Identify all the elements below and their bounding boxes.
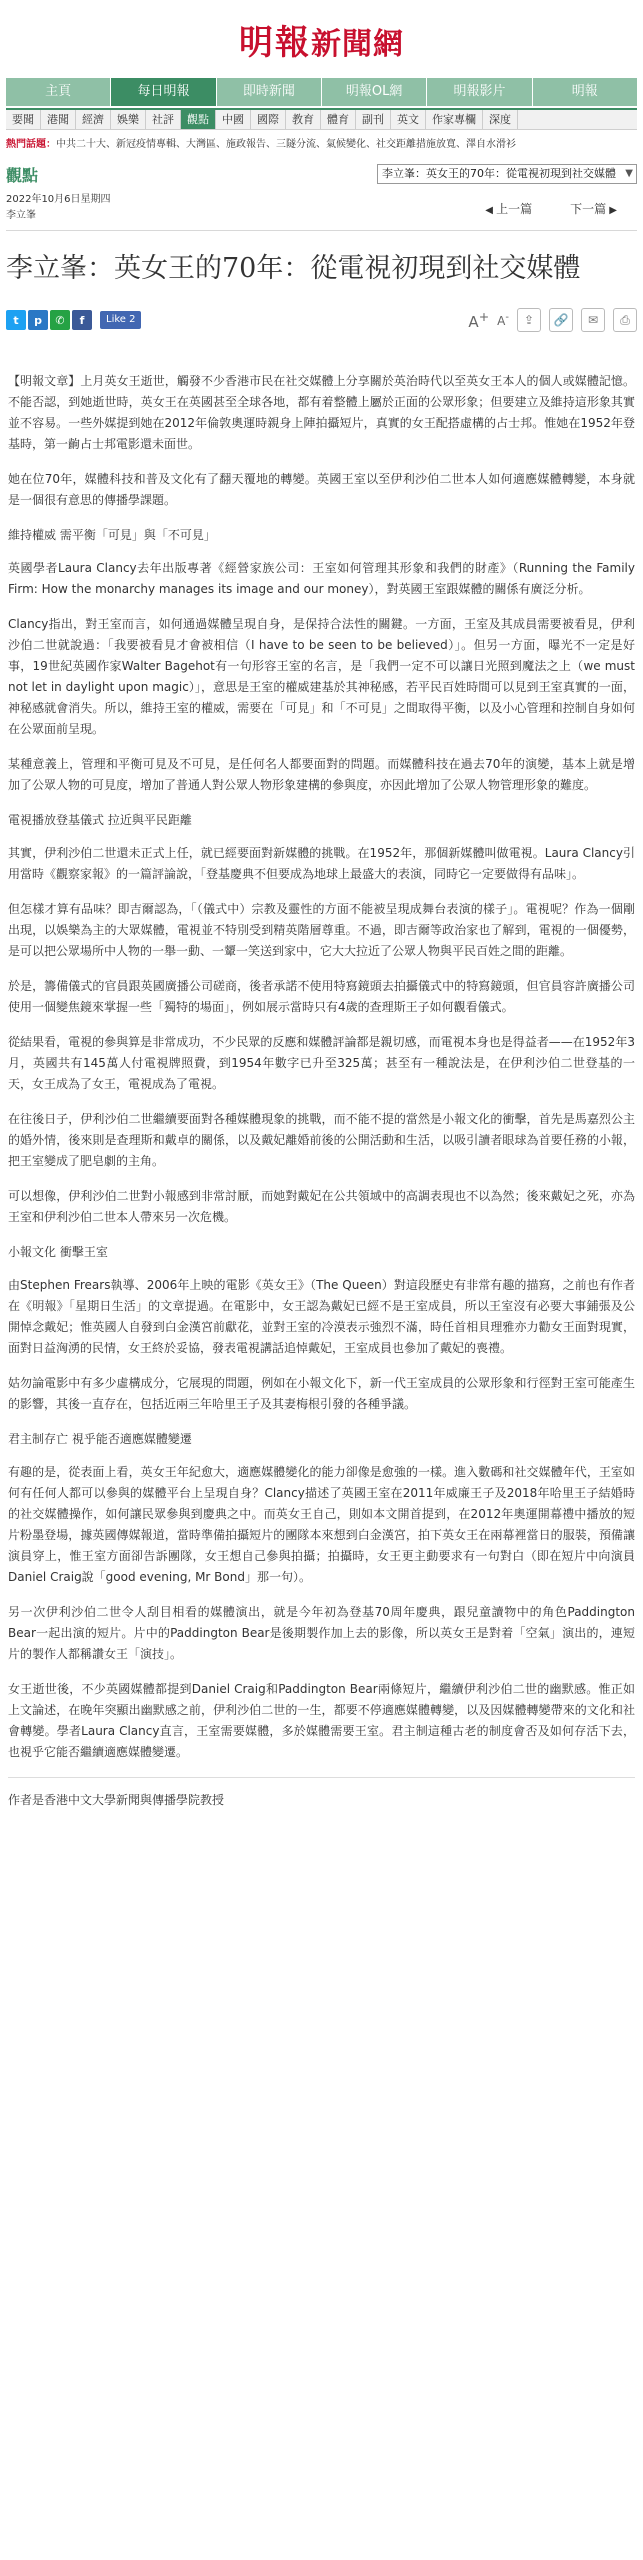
article-paragraph: 【明報文章】上月英女王逝世，觸發不少香港市民在社交媒體上分享關於英治時代以至英女王本人的個人或媒體記憶。不能否認，到她逝世時，英女王在英國甚至全球各地，都有着整體上屬於正面的公眾形象；但要建立及維持這形象其實並不容易。一些外媒提到她在2012年倫敦奧運時親身上陣拍攝短片，真實的女王配搭虛構的占士邦。惟她在1952年登基時，第一齣占士邦電影還未面世。 <box>8 374 635 451</box>
share-icon[interactable]: ⇪ <box>517 308 541 332</box>
article-paragraph: 但怎樣才算有品味？即吉爾認為，「（儀式中）宗教及靈性的方面不能被呈現成舞台表演的樣子」。電視呢？作為一個剛出現，以娛樂為主的大眾媒體，電視並不特別受到精英階層尊重。不過，即吉爾等政治家也了解到，電視的一個優勢，是可以把公眾場所中人物的一舉一動、一顰一笑送到家中，它大大拉近了公眾人物與平民百姓之間的距離。 <box>8 902 635 958</box>
sub-nav-item[interactable]: 深度 <box>483 110 518 129</box>
next-article-link[interactable] <box>570 200 617 217</box>
article-paragraph: 從結果看，電視的參與算是非常成功，不少民眾的反應和媒體評論都是親切感，而電視本身也是得益者——在1952年3月，英國共有145萬人付電視牌照費，到1954年數字已升至325萬；甚至有一種說法是，在伊利沙伯二世登基的一天，女王成為了女王，電視成為了電視。 <box>8 1035 635 1091</box>
arrow-left-icon: ◀ <box>485 204 497 216</box>
chevron-down-icon: ▼ <box>625 168 633 179</box>
facebook-icon[interactable]: f <box>72 310 92 330</box>
divider <box>8 1777 635 1778</box>
sub-nav-item[interactable]: 要聞 <box>6 110 41 129</box>
link-icon[interactable]: 🔗 <box>549 308 573 332</box>
twitter-icon[interactable]: t <box>6 310 26 330</box>
main-nav-item[interactable]: 主頁 <box>6 78 111 106</box>
sub-nav-item[interactable]: 國際 <box>251 110 286 129</box>
prev-article-label: 上一篇 <box>496 201 533 216</box>
tool-row <box>6 309 637 331</box>
sub-nav-item[interactable]: 副刊 <box>356 110 391 129</box>
plurk-icon[interactable]: p <box>28 310 48 330</box>
article-subheading: 小報文化 衝擊王室 <box>8 1245 108 1259</box>
sub-nav-item[interactable]: 作家專欄 <box>426 110 483 129</box>
article-author: 李立峯 <box>6 210 36 221</box>
article-paragraph: 英國學者Laura Clancy去年出版專著《經營家族公司：王室如何管理其形象和我們的財產》（Running the Family Firm: How the monarchy manages its image and our money），對英國王室跟媒體的關係有廣泛分析。 <box>8 561 635 596</box>
article-paragraph: 某種意義上，管理和平衡可見及不可見，是任何名人都要面對的問題。而媒體科技在過去70年的演變，基本上就是增加了公眾人物的可見度，增加了普通人對公眾人物形象建構的參與度，亦因此增加了公眾人物管理形象的難度。 <box>8 757 635 792</box>
facebook-like-button[interactable]: Like 2 <box>100 311 141 329</box>
article-paragraph: 於是，籌備儀式的官員跟英國廣播公司磋商，後者承諾不使用特寫鏡頭去拍攝儀式中的特寫鏡頭，但官員容許廣播公司使用一個變焦鏡來掌握一些「獨特的場面」，例如展示當時只有4歲的查理斯王子如何觀看儀式。 <box>8 979 635 1014</box>
article-paragraph: 作者是香港中文大學新聞與傳播學院教授 <box>8 1793 225 1807</box>
article-paragraph: 另一次伊利沙伯二世令人刮目相看的媒體演出，就是今年初為登基70周年慶典，跟兒童讀物中的角色Paddington Bear一起出演的短片。片中的Paddington Bear是後期製作加上去的影像，所以英女王是對着「空氣」演出的，連短片的製作人都稱讚女王「演技」。 <box>8 1605 635 1661</box>
site-header <box>0 0 643 78</box>
article-date: 2022年10月6日星期四 <box>6 194 111 205</box>
article-pager <box>485 200 637 217</box>
article-paragraph: 姑勿論電影中有多少虛構成分，它展現的問題，例如在小報文化下，新一代王室成員的公眾形象和行徑對王室可能產生的影響，其後一直存在，包括近兩三年哈里王子及其妻梅根引發的各種爭議。 <box>8 1376 635 1411</box>
article-select[interactable] <box>377 164 637 184</box>
section-row <box>6 162 637 186</box>
next-article-label: 下一篇 <box>570 201 607 216</box>
article-body <box>8 371 635 1811</box>
site-logo[interactable] <box>239 15 404 64</box>
font-decrease-icon[interactable]: A- <box>497 312 509 328</box>
sub-nav-item[interactable]: 觀點 <box>181 110 216 129</box>
print-icon[interactable]: ⎙ <box>613 308 637 332</box>
sub-nav-item[interactable]: 中國 <box>216 110 251 129</box>
section-title[interactable]: 觀點 <box>6 165 39 185</box>
article-paragraph: 其實，伊利沙伯二世還未正式上任，就已經要面對新媒體的挑戰。在1952年，那個新媒體叫做電視。Laura Clancy引用當時《觀察家報》的一篇評論說，「登基慶典不但要成為地球上最盛大的表演，同時它一定要做得有品味」。 <box>8 846 635 881</box>
prev-article-link[interactable] <box>485 200 532 217</box>
font-increase-icon[interactable]: A+ <box>468 309 490 331</box>
share-buttons <box>6 310 141 330</box>
article-paragraph: 可以想像，伊利沙伯二世對小報感到非常討厭，而她對戴妃在公共領域中的高調表現也不以為然；後來戴妃之死，亦為王室和伊利沙伯二世本人帶來另一次危機。 <box>8 1189 635 1224</box>
title-area <box>6 230 637 289</box>
main-nav-item[interactable]: 明報 <box>571 84 598 99</box>
main-nav-item[interactable]: 明報OL網 <box>322 78 427 106</box>
article-tools <box>468 308 637 332</box>
article-paragraph: 她在位70年，媒體科技和普及文化有了翻天覆地的轉變。英國王室以至伊利沙伯二世本人如何適應媒體轉變，本身就是一個很有意思的傳播學課題。 <box>8 472 635 507</box>
meta-row <box>6 192 637 224</box>
logo-sub: 新聞網 <box>311 26 404 62</box>
hot-topics-bar <box>6 136 637 154</box>
sub-nav-item[interactable]: 港聞 <box>41 110 76 129</box>
logo-brand: 明報 <box>239 22 311 63</box>
sub-nav-item[interactable]: 經濟 <box>76 110 111 129</box>
hot-topics-links[interactable]: 中共二十大、新冠疫情專輯、大灣區、施政報告、三隧分流、氣候變化、社交距離措施放寬、澤自水滑衫 <box>56 139 516 150</box>
sub-nav-item[interactable]: 體育 <box>321 110 356 129</box>
main-nav-item[interactable]: 即時新聞 <box>217 78 322 106</box>
sub-nav-item[interactable]: 社評 <box>146 110 181 129</box>
main-nav-item[interactable]: 明報影片 <box>427 78 532 106</box>
hot-topics-label: 熱門話題： <box>6 139 56 150</box>
article-select-value: 李立峯：英女王的70年：從電視初現到社交媒體 <box>382 167 616 180</box>
sub-nav-item[interactable]: 教育 <box>286 110 321 129</box>
article-subheading: 君主制存亡 視乎能否適應媒體變遷 <box>8 1432 192 1446</box>
article-paragraph: 女王逝世後，不少英國媒體都提到Daniel Craig和Paddington Bear兩條短片，繼續伊利沙伯二世的幽默感。惟正如上文論述，在晚年突顯出幽默感之前，伊利沙伯二世的一生，都要不停適應媒體轉變，以及因媒體轉變帶來的文化和社會轉變。學者Laura Clancy直言，王室需要媒體，多於媒體需要王室。君主制這種古老的制度會否及如何存活下去，也視乎它能否繼續適應媒體變遷。 <box>8 1682 635 1759</box>
article-subheading: 維持權威 需平衡「可見」與「不可見」 <box>8 528 216 542</box>
article-paragraph: 在往後日子，伊利沙伯二世繼續要面對各種媒體現象的挑戰，而不能不提的當然是小報文化的衝擊，首先是馬嘉烈公主的婚外情，後來則是查理斯和戴卓的關係，以及戴妃離婚前後的公開活動和生活，以吸引讀者眼球為首要任務的小報，把王室變成了肥皂劇的主角。 <box>8 1112 635 1168</box>
article-subheading: 電視播放登基儀式 拉近與平民距離 <box>8 813 192 827</box>
sub-nav-item[interactable]: 英文 <box>391 110 426 129</box>
sub-nav <box>6 108 637 130</box>
sub-nav-item[interactable]: 娛樂 <box>111 110 146 129</box>
article-paragraph: 由Stephen Frears執導、2006年上映的電影《英女王》（The Queen）對這段歷史有非常有趣的描寫，之前也有作者在《明報》「星期日生活」的文章提過。在電影中，女王認為戴妃已經不是王室成員，所以王室沒有必要大事鋪張及公開悼念戴妃；惟英國人自發到白金漢宮前獻花，並對王室的冷漠表示強烈不滿，時任首相貝理雅亦力勸女王面對現實，面對日益洶湧的民情，女王終於妥協，發表電視講話追悼戴妃，王室成員也參加了戴妃的喪禮。 <box>8 1278 635 1355</box>
main-nav <box>6 78 637 106</box>
email-icon[interactable]: ✉ <box>581 308 605 332</box>
article-title: 李立峯：英女王的70年：從電視初現到社交媒體 <box>6 253 581 284</box>
article-paragraph: Clancy指出，對王室而言，如何通過媒體呈現自身，是保持合法性的關鍵。一方面，王室及其成員需要被看見，伊利沙伯二世就說過：「我要被看見才會被相信（I have to be seen to be believed）」。但另一方面，曝光不一定是好事，19世紀英國作家Walter Bagehot有一句形容王室的名言，是「我們一定不可以讓日光照到魔法之上（we must not let in daylight upon magic）」，意思是王室的權威建基於其神秘感，若平民百姓時間可以見到王室真實的一面，神秘感就會消失。所以，維持王室的權威，需要在「可見」和「不可見」之間取得平衡，以及小心管理和控制自身如何在公眾面前呈現。 <box>8 617 635 736</box>
arrow-right-icon: ▶ <box>606 204 617 216</box>
article-paragraph: 有趣的是，從表面上看，英女王年紀愈大，適應媒體變化的能力卻像是愈強的一樣。進入數碼和社交媒體年代，王室如何有任何人都可以參與的媒體平台上呈現自身？Clancy描述了英國王室在2011年威廉王子及2018年哈里王子結婚時的社交媒體操作，如何讓民眾參與到慶典之中。而英女王自己，則如本文開首提到，在2012年奧運開幕禮中播放的短片粉墨登場，據英國傳媒報道，當時準備拍攝短片的團隊本來想到白金漢宮，拍下英女王在兩幕裡當日的服裝，預備讓演員穿上，惟王室方面卻告訴團隊，女王想自己參與拍攝；拍攝時，女王更主動要求有一句對白（即在短片中向演員Daniel Craig說「good evening, Mr Bond」那一句）。 <box>8 1465 635 1584</box>
main-nav-item[interactable]: 每日明報 <box>111 78 216 106</box>
whatsapp-icon[interactable]: ✆ <box>50 310 70 330</box>
